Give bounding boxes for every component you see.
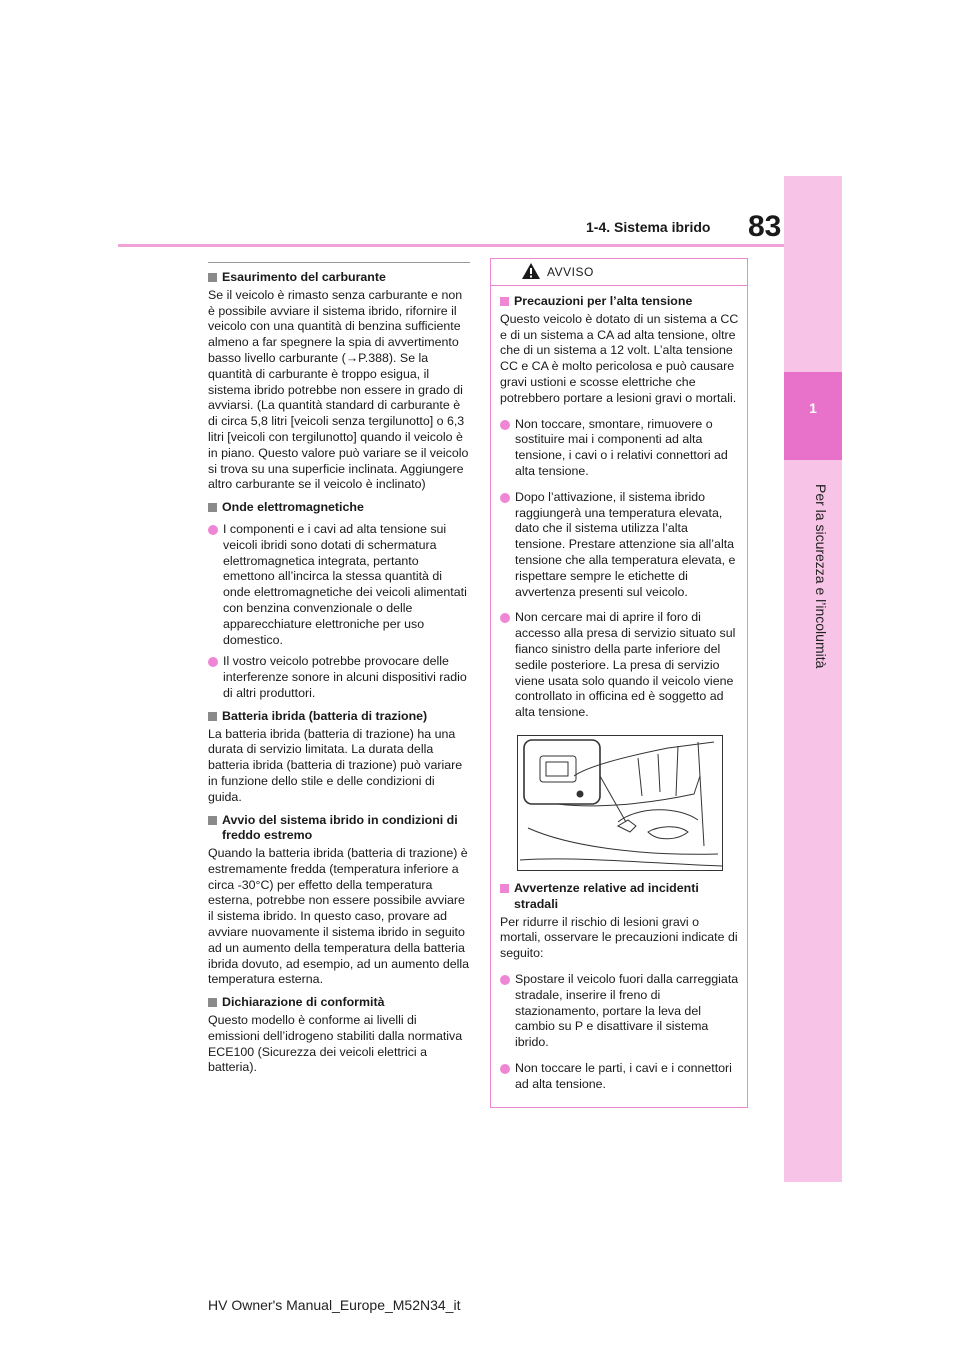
bullet-do-not-touch-parts: Non toccare le parti, i cavi e i connettori ad alta tensione.: [500, 1061, 740, 1093]
paragraph-conformity: Questo modello è conforme ai livelli di emissioni dell’idrogeno stabiliti dalla normativa ECE100 (Sicurezza dei veicoli elettrici a batteria).: [208, 1013, 463, 1075]
chapter-number: 1: [809, 400, 817, 416]
service-plug-illustration: [517, 735, 723, 871]
warning-triangle-icon: [521, 262, 541, 285]
chapter-label: Per la sicurezza e l’incolumità: [813, 484, 829, 669]
heading-road-accidents: Avvertenze relative ad incidenti stradali: [500, 881, 740, 913]
header-rule: [118, 244, 784, 247]
footer-manual-id: HV Owner's Manual_Europe_M52N34_it: [208, 1297, 461, 1313]
heading-fuel-exhaustion: Esaurimento del carburante: [208, 270, 470, 286]
heading-conformity: Dichiarazione di conformità: [208, 995, 470, 1011]
bullet-move-vehicle: Spostare il veicolo fuori dalla carreggiata stradale, inserire il freno di stazionamento, portare la leva del cambio su P e disattivare il sistema ibrido.: [500, 972, 740, 1051]
heading-electromagnetic-waves: Onde elettromagnetiche: [208, 500, 470, 516]
bullet-interference: Il vostro veicolo potrebbe provocare delle interferenze sonore in alcuni dispositivi radio di altri produttori.: [208, 654, 470, 701]
bullet-shielding: I componenti e i cavi ad alta tensione sui veicoli ibridi sono dotati di schermatura elettromagnetica integrata, pertanto emettono all’incirca la stessa quantità di onde elettromagnetiche dei veicoli alimentati con benzina convenzionale o delle apparecchiature elettroniche per uso domestico.: [208, 522, 470, 648]
left-column: [208, 262, 470, 1076]
warning-title: AVVISO: [547, 265, 594, 279]
chapter-side-tab: [784, 176, 842, 1182]
heading-high-voltage: Precauzioni per l’alta tensione: [500, 294, 740, 310]
paragraph-high-voltage: Questo veicolo è dotato di un sistema a CC e di un sistema a CA ad alta tensione, oltre che di un sistema a 12 volt. L’alta tensione CC e CA è molto pericolosa e può causare gravi ustioni e scosse elettriche che potrebbero portare a lesioni gravi o mortali.: [500, 311, 739, 405]
warning-body: [491, 286, 747, 1092]
chapter-number-box: [784, 372, 842, 460]
paragraph-fuel-exhaustion: Se il veicolo è rimasto senza carburante e non è possibile avviare il sistema ibrido, rifornire il veicolo con una quantità di benzina sufficiente almeno a far spegnere la spia di avvertimento basso livello carburante (→P.388). Se la quantità di carburante è troppo esigua, il sistema ibrido potrebbe non essere in grado di avviarsi. (La quantità standard di carburante è di circa 5,8 litri [veicoli senza tergilunotto] o 6,3 litri [veicoli con tergilunotto] quando il veicolo è in piano. Questo valore può variare se il veicolo si trova su una superficie inclinata. Aggiungere altro carburante se il veicolo è inclinato): [208, 287, 469, 492]
warning-box: [490, 258, 748, 1108]
paragraph-extreme-cold: Quando la batteria ibrida (batteria di trazione) è estremamente fredda (temperatura inferiore a circa -30°C) per effetto della temperatura esterna, potrebbe non essere possibile avviare il sistema ibrido. In questo caso, provare ad avviare nuovamente il sistema ibrido in seguito ad un aumento della temperatura della batteria ibrida dovuto, ad esempio, ad un aumento della temperatura esterna.: [208, 846, 470, 987]
left-column-rule: [208, 262, 470, 263]
bullet-do-not-touch: Non toccare, smontare, rimuovere o sostituire mai i componenti ad alta tensione, i cavi o i relativi connettori ad alta tensione.: [500, 417, 740, 480]
heading-extreme-cold: Avvio del sistema ibrido in condizioni di freddo estremo: [208, 813, 470, 845]
heading-hybrid-battery: Batteria ibrida (batteria di trazione): [208, 709, 470, 725]
paragraph-road-accidents: Per ridurre il rischio di lesioni gravi o mortali, osservare le precauzioni indicate di seguito:: [500, 914, 738, 961]
paragraph-hybrid-battery: La batteria ibrida (batteria di trazione) ha una durata di servizio limitata. La durata della batteria ibrida (batteria di trazione) può variare in funzione dello stile e delle condizioni di guida.: [208, 726, 463, 804]
page-number: 83: [748, 210, 782, 243]
warning-header: [491, 259, 747, 286]
section-title: 1-4. Sistema ibrido: [586, 219, 711, 235]
bullet-service-plug: Non cercare mai di aprire il foro di accesso alla presa di servizio situato sul fianco sinistro della parte inferiore del sedile posteriore. La presa di servizio viene usata solo quando il veicolo viene controllato in officina ed è soggetto ad alta tensione.: [500, 610, 740, 721]
bullet-high-temperature: Dopo l’attivazione, il sistema ibrido raggiungerà una temperatura elevata, dato che il sistema utilizza l’alta tensione. Prestare attenzione sia all’alta tensione che alla temperatura elevata, e rispettare sempre le etichette di avvertenza presenti sul veicolo.: [500, 490, 740, 601]
